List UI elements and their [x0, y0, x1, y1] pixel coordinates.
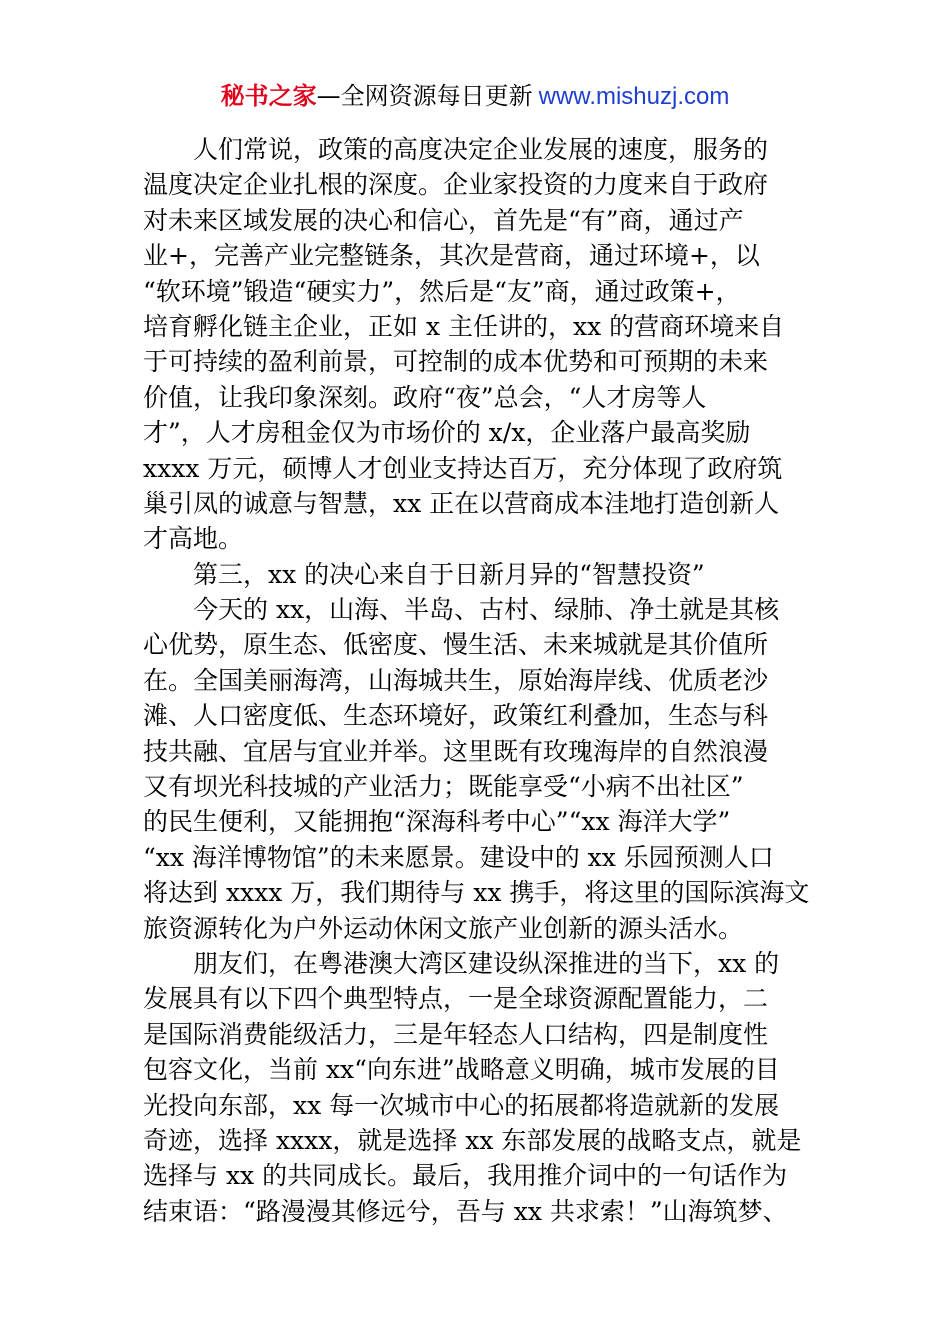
text-line: 选择与 xx 的共同成长。最后，我用推介词中的一句话作为	[143, 1161, 788, 1191]
text-line: “xx 海洋博物馆”的未来愿景。建设中的 xx 乐园预测人口	[143, 842, 774, 872]
text-line: 是国际消费能级活力，三是年轻态人口结构，四是制度性	[143, 1019, 769, 1049]
text-line: 对未来区域发展的决心和信心，首先是“有”商，通过产	[143, 205, 744, 235]
text-line: 光投向东部，xx 每一次城市中心的拓展都将造就新的发展	[143, 1090, 780, 1120]
site-tagline: —全网资源每日更新	[316, 82, 533, 110]
text-line: “软环境”锻造“硬实力”，然后是“友”商，通过政策+，	[143, 276, 741, 306]
text-line: 价值，让我印象深刻。政府“夜”总会，“人才房等人	[143, 382, 707, 412]
text-line: 奇迹，选择 xxxx，就是选择 xx 东部发展的战略支点，就是	[143, 1125, 802, 1155]
text-line: 滩、人口密度低、生态环境好，政策红利叠加，生态与科	[143, 701, 769, 731]
text-line: 才高地。	[143, 524, 244, 554]
text-line: 发展具有以下四个典型特点，一是全球资源配置能力，二	[143, 984, 769, 1014]
text-line: 结束语：“路漫漫其修远兮，吾与 xx 共求索！”山海筑梦、	[143, 1196, 788, 1226]
site-brand: 秘书之家	[220, 82, 317, 110]
text-line: xxxx 万元，硕博人才创业支持达百万，充分体现了政府筑	[143, 453, 783, 483]
text-line: 温度决定企业扎根的深度。企业家投资的力度来自于政府	[143, 170, 769, 200]
text-line: 的民生便利，又能拥抱“深海科考中心”“xx 海洋大学”	[143, 807, 731, 837]
text-line: 今天的 xx，山海、半岛、古村、绿肺、净土就是其核	[193, 595, 780, 625]
text-line: 于可持续的盈利前景，可控制的成本优势和可预期的未来	[143, 347, 769, 377]
text-line: 技共融、宜居与宜业并举。这里既有玫瑰海岸的自然浪漫	[143, 736, 769, 766]
text-line: 朋友们，在粤港澳大湾区建设纵深推进的当下，xx 的	[193, 948, 780, 978]
document-body	[143, 132, 833, 1229]
text-line: 第三，xx 的决心来自于日新月异的“智慧投资”	[193, 559, 705, 589]
text-line: 在。全国美丽海湾，山海城共生，原始海岸线、优质老沙	[143, 665, 769, 695]
text-line: 培育孵化链主企业，正如 x 主任讲的，xx 的营商环境来自	[143, 311, 785, 341]
text-line: 又有坝光科技城的产业活力；既能享受“小病不出社区”	[143, 772, 744, 802]
text-line: 包容文化，当前 xx“向东进”战略意义明确，城市发展的目	[143, 1055, 780, 1085]
text-line: 业+，完善产业完整链条，其次是营商，通过环境+，以	[143, 241, 760, 271]
text-line: 将达到 xxxx 万，我们期待与 xx 携手，将这里的国际滨海文	[143, 878, 810, 908]
text-line: 人们常说，政策的高度决定企业发展的速度，服务的	[193, 135, 769, 164]
site-header	[0, 80, 950, 113]
text-line: 巢引凤的诚意与智慧，xx 正在以营商成本洼地打造创新人	[143, 488, 780, 518]
text-line: 心优势，原生态、低密度、慢生活、未来城就是其价值所	[143, 630, 769, 660]
text-line: 旅资源转化为户外运动休闲文旅产业创新的源头活水。	[143, 913, 744, 943]
text-line: 才”，人才房租金仅为市场价的 x/x，企业落户最高奖励	[143, 418, 751, 448]
site-url-link[interactable]: www.mishuzj.com	[538, 83, 730, 110]
